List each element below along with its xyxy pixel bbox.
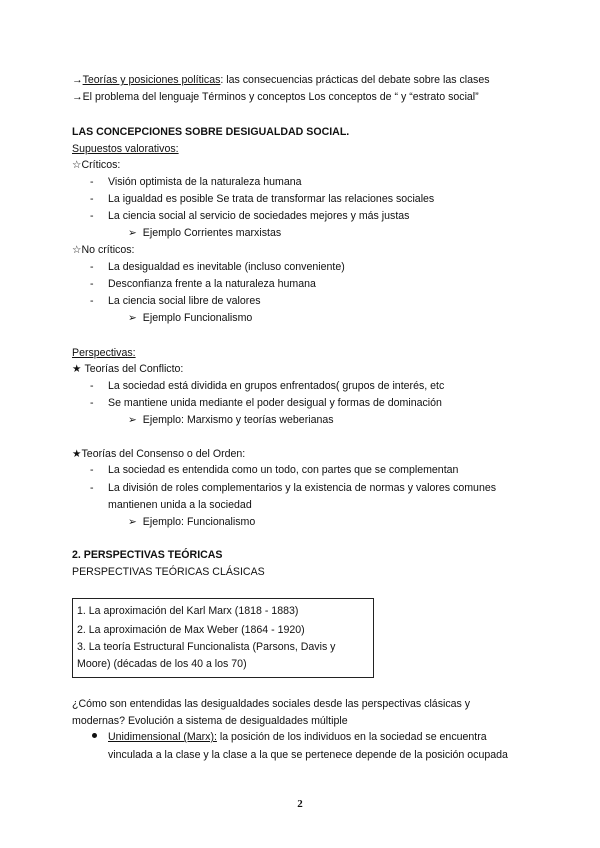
star-outline-icon: ☆ bbox=[72, 159, 82, 171]
box-item: 3. La teoría Estructural Funcionalista (Parsons, Davis y bbox=[77, 641, 336, 653]
dash-icon: - bbox=[90, 397, 94, 409]
list-item: La sociedad es entendida como un todo, con partes que se complementan bbox=[108, 464, 459, 476]
dash-icon: - bbox=[90, 380, 94, 392]
dash-icon: - bbox=[90, 464, 94, 476]
bullet-item-continuation: vinculada a la clase y la clase a la que se pertenece depende de la posición ocupada bbox=[108, 749, 508, 761]
box-item-continuation: Moore) (décadas de los 40 a los 70) bbox=[77, 658, 247, 670]
list-item: La igualdad es posible Se trata de transformar las relaciones sociales bbox=[108, 193, 435, 205]
consenso-label: ★Teorías del Consenso o del Orden: bbox=[72, 448, 246, 460]
criticos-label: ☆Críticos: bbox=[72, 159, 121, 171]
list-item: La división de roles complementarios y la existencia de normas y valores comunes bbox=[108, 482, 497, 494]
example-line: ➢ Ejemplo Corrientes marxistas bbox=[128, 227, 282, 239]
dash-icon: - bbox=[90, 482, 94, 494]
example-line: ➢ Ejemplo: Marxismo y teorías weberianas bbox=[128, 414, 334, 426]
question-line: ¿Cómo son entendidas las desigualdades sociales desde las perspectivas clásicas y bbox=[72, 698, 471, 710]
star-filled-icon: ★ bbox=[72, 448, 82, 460]
conflicto-label: ★ Teorías del Conflicto: bbox=[72, 363, 184, 375]
arrow-icon: → bbox=[72, 91, 83, 103]
section2-heading: 2. PERSPECTIVAS TEÓRICAS bbox=[72, 549, 223, 561]
bullet-icon bbox=[92, 733, 97, 738]
no-criticos-label: ☆No críticos: bbox=[72, 244, 135, 256]
arrowhead-icon: ➢ bbox=[128, 312, 137, 324]
star-outline-icon: ☆ bbox=[72, 244, 82, 256]
list-item: Visión optimista de la naturaleza humana bbox=[108, 176, 302, 188]
dash-icon: - bbox=[90, 176, 94, 188]
section2-subheading: PERSPECTIVAS TEÓRICAS CLÁSICAS bbox=[72, 566, 265, 578]
box-item: 2. La aproximación de Max Weber (1864 - 1920) bbox=[77, 624, 305, 636]
dash-icon: - bbox=[90, 261, 94, 273]
list-item-continuation: mantienen unida a la sociedad bbox=[108, 499, 252, 511]
arrowhead-icon: ➢ bbox=[128, 516, 137, 528]
supuestos-title: Supuestos valorativos: bbox=[72, 143, 179, 155]
bullet-item: Unidimensional (Marx): la posición de los individuos en la sociedad se encuentra bbox=[108, 731, 487, 743]
arrowhead-icon: ➢ bbox=[128, 227, 137, 239]
example-line: ➢ Ejemplo Funcionalismo bbox=[128, 312, 253, 324]
perspectivas-title: Perspectivas: bbox=[72, 347, 136, 359]
dash-icon: - bbox=[90, 278, 94, 290]
list-item: Se mantiene unida mediante el poder desigual y formas de dominación bbox=[108, 397, 442, 409]
list-item: La desigualdad es inevitable (incluso conveniente) bbox=[108, 261, 345, 273]
box-item: 1. La aproximación del Karl Marx (1818 - 1883) bbox=[77, 605, 299, 617]
intro-line-1: →Teorías y posiciones políticas: las consecuencias prácticas del debate sobre las clases bbox=[72, 74, 490, 86]
list-item: La ciencia social libre de valores bbox=[108, 295, 261, 307]
unidimensional-label: Unidimensional (Marx): bbox=[108, 731, 217, 743]
dash-icon: - bbox=[90, 295, 94, 307]
list-item: Desconfianza frente a la naturaleza humana bbox=[108, 278, 316, 290]
example-line: ➢ Ejemplo: Funcionalismo bbox=[128, 516, 256, 528]
page-number: 2 bbox=[297, 798, 303, 810]
question-line: modernas? Evolución a sistema de desigualdades múltiple bbox=[72, 715, 348, 727]
dash-icon: - bbox=[90, 210, 94, 222]
list-item: La ciencia social al servicio de sociedades mejores y más justas bbox=[108, 210, 410, 222]
arrowhead-icon: ➢ bbox=[128, 414, 137, 426]
dash-icon: - bbox=[90, 193, 94, 205]
politics-link[interactable]: Teorías y posiciones políticas bbox=[82, 74, 221, 86]
star-filled-icon: ★ bbox=[72, 363, 82, 375]
intro-line-2: →El problema del lenguaje Términos y conceptos Los conceptos de “ y “estrato social” bbox=[72, 91, 479, 103]
list-item: La sociedad está dividida en grupos enfrentados( grupos de interés, etc bbox=[108, 380, 445, 392]
section-heading: LAS CONCEPCIONES SOBRE DESIGUALDAD SOCIAL. bbox=[72, 126, 350, 138]
arrow-icon: → bbox=[72, 74, 83, 86]
